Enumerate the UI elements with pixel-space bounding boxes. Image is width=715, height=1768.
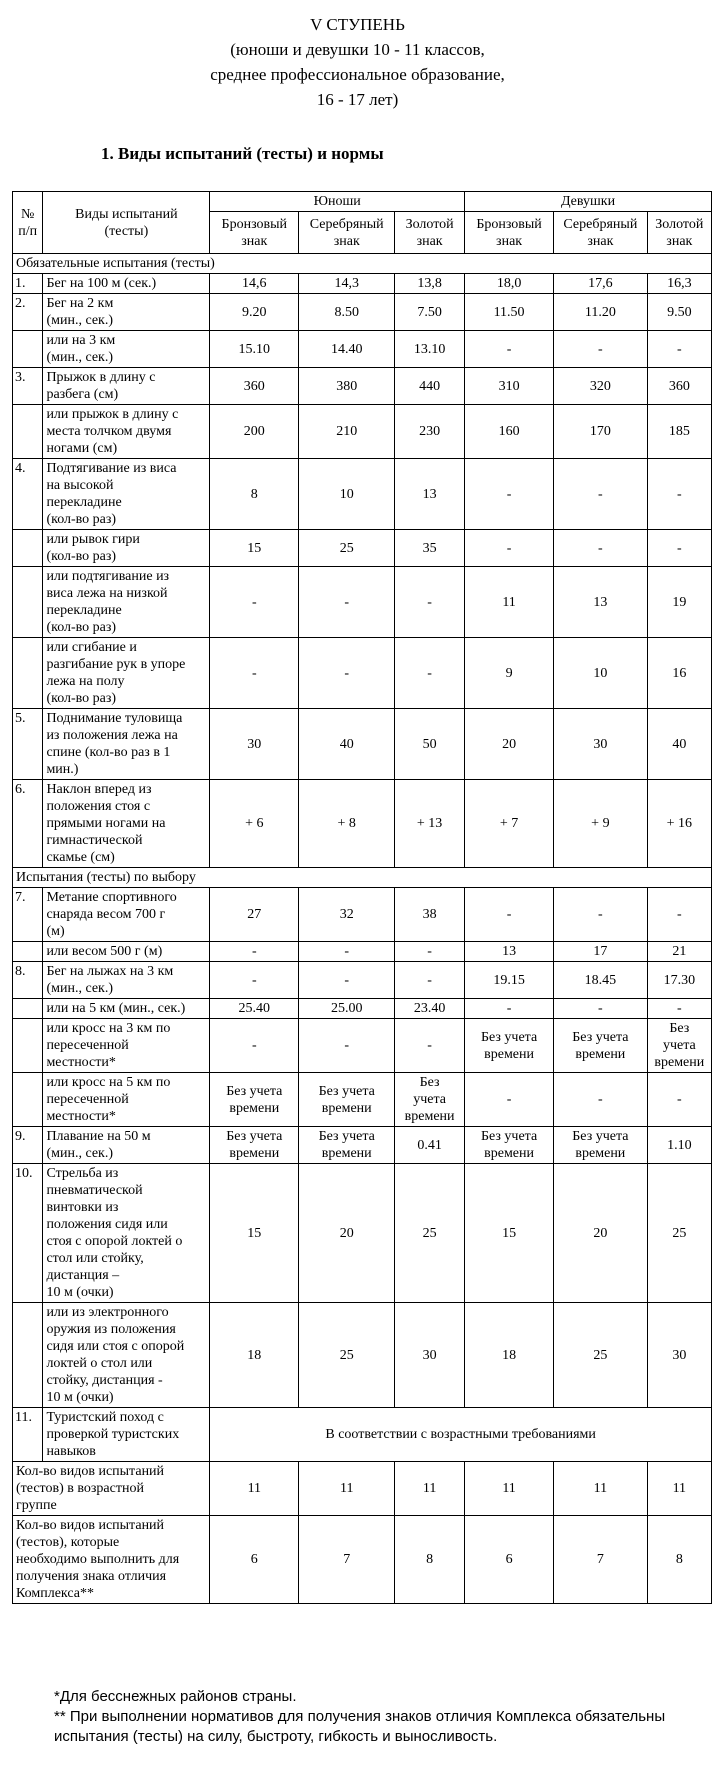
col-header-girls-gold: Золотой знак [647, 212, 711, 254]
norm-girls-gold: + 16 [647, 780, 711, 868]
norm-boys-bronze: 360 [210, 368, 299, 405]
norm-boys-bronze: 30 [210, 709, 299, 780]
norm-boys-bronze: 18 [210, 1303, 299, 1408]
table-row [13, 962, 712, 999]
norm-boys-bronze: 15 [210, 530, 299, 567]
test-name: или подтягивание из виса лежа на низкой перекладине (кол-во раз) [43, 567, 210, 638]
table-row [13, 405, 712, 459]
norm-boys-gold: 7.50 [395, 294, 465, 331]
norm-boys-silver: 380 [299, 368, 395, 405]
norm-girls-bronze: Без учета времени [465, 1127, 554, 1164]
table-row [13, 638, 712, 709]
table-row [13, 780, 712, 868]
col-header-boys-silver: Серебряный знак [299, 212, 395, 254]
footnotes [12, 1687, 712, 1747]
test-name: Бег на 2 км (мин., сек.) [43, 294, 210, 331]
norm-girls-bronze: - [465, 999, 554, 1019]
norm-boys-silver: 8.50 [299, 294, 395, 331]
row-number: 1. [13, 274, 43, 294]
test-name: Наклон вперед из положения стоя с прямыми ногами на гимнастической скамье (см) [43, 780, 210, 868]
required-tests-label: Кол-во видов испытаний (тестов), которые необходимо выполнить для получения знака отличия Комплекса** [13, 1516, 210, 1604]
col-header-boys-bronze: Бронзовый знак [210, 212, 299, 254]
norm-girls-bronze: 18,0 [465, 274, 554, 294]
norm-boys-gold: Без учета времени [395, 1073, 465, 1127]
norm-boys-gold: 13 [395, 459, 465, 530]
norm-girls-gold: 17.30 [647, 962, 711, 999]
row-number [13, 1073, 43, 1127]
row-number [13, 567, 43, 638]
norm-girls-bronze: - [465, 1073, 554, 1127]
row-number: 8. [13, 962, 43, 999]
norm-girls-silver: Без учета времени [554, 1127, 648, 1164]
norm-girls-bronze: 9 [465, 638, 554, 709]
norm-boys-gold: - [395, 567, 465, 638]
norm-girls-silver: - [554, 331, 648, 368]
norm-boys-gold: - [395, 1019, 465, 1073]
norm-boys-bronze: - [210, 942, 299, 962]
norm-girls-silver: 13 [554, 567, 648, 638]
norm-boys-gold: - [395, 962, 465, 999]
norm-boys-bronze: + 6 [210, 780, 299, 868]
row-number [13, 1303, 43, 1408]
test-name: или из электронного оружия из положения сидя или стоя с опорой локтей о стол или стойку, дистанция - 10 м (очки) [43, 1303, 210, 1408]
total-tests-label: Кол-во видов испытаний (тестов) в возрастной группе [13, 1462, 210, 1516]
test-name: Стрельба из пневматической винтовки из положения сидя или стоя с опорой локтей о стол или стойку, дистанция – 10 м (очки) [43, 1164, 210, 1303]
norm-girls-silver: + 9 [554, 780, 648, 868]
test-name: или сгибание и разгибание рук в упоре лежа на полу (кол-во раз) [43, 638, 210, 709]
norm-girls-bronze: 11.50 [465, 294, 554, 331]
test-name: Плавание на 50 м (мин., сек.) [43, 1127, 210, 1164]
norm-boys-gold: 25 [395, 1164, 465, 1303]
col-header-girls-silver: Серебряный знак [554, 212, 648, 254]
norm-girls-gold: 9.50 [647, 294, 711, 331]
test-name: или весом 500 г (м) [43, 942, 210, 962]
required-tests-girls-silver: 7 [554, 1516, 648, 1604]
norm-boys-bronze: 25.40 [210, 999, 299, 1019]
norm-boys-gold: - [395, 942, 465, 962]
norm-girls-silver: - [554, 999, 648, 1019]
norm-boys-gold: 230 [395, 405, 465, 459]
table-row [13, 459, 712, 530]
norm-girls-gold: 16,3 [647, 274, 711, 294]
total-tests-boys-silver: 11 [299, 1462, 395, 1516]
table-row [13, 942, 712, 962]
norm-boys-silver: Без учета времени [299, 1127, 395, 1164]
header-row [13, 192, 712, 212]
section-row [13, 868, 712, 888]
norm-girls-silver: 320 [554, 368, 648, 405]
norm-boys-silver: 25.00 [299, 999, 395, 1019]
norm-boys-silver: 40 [299, 709, 395, 780]
norm-girls-silver: - [554, 888, 648, 942]
table-row [13, 888, 712, 942]
footnote-mandatory-tests: ** При выполнении нормативов для получения знаков отличия Комплекса обязательны испытания (тесты) на силу, быстроту, гибкость и выносливость. [54, 1708, 666, 1745]
norm-girls-gold: 19 [647, 567, 711, 638]
norm-girls-gold: - [647, 459, 711, 530]
row-number [13, 331, 43, 368]
table-row [13, 1127, 712, 1164]
col-header-girls: Девушки [465, 192, 712, 212]
table-row [13, 1073, 712, 1127]
col-header-girls-bronze: Бронзовый знак [465, 212, 554, 254]
test-name: Поднимание туловища из положения лежа на спине (кол-во раз в 1 мин.) [43, 709, 210, 780]
table-row [13, 368, 712, 405]
section-row [13, 254, 712, 274]
table-row [13, 709, 712, 780]
norm-boys-bronze: 15 [210, 1164, 299, 1303]
norm-boys-bronze: Без учета времени [210, 1127, 299, 1164]
required-tests-girls-bronze: 6 [465, 1516, 554, 1604]
required-tests-girls-gold: 8 [647, 1516, 711, 1604]
norm-girls-gold: - [647, 1073, 711, 1127]
norm-girls-silver: - [554, 1073, 648, 1127]
row-number: 4. [13, 459, 43, 530]
test-name: или рывок гири (кол-во раз) [43, 530, 210, 567]
norm-boys-bronze: 14,6 [210, 274, 299, 294]
row-number: 5. [13, 709, 43, 780]
norm-girls-silver: - [554, 459, 648, 530]
norm-boys-bronze: Без учета времени [210, 1073, 299, 1127]
norm-boys-silver: 14,3 [299, 274, 395, 294]
norm-boys-silver: - [299, 962, 395, 999]
norm-girls-gold: - [647, 999, 711, 1019]
norm-girls-silver: 11.20 [554, 294, 648, 331]
test-name: Туристский поход с проверкой туристских навыков [43, 1408, 210, 1462]
norm-girls-bronze: - [465, 530, 554, 567]
norm-boys-silver: - [299, 567, 395, 638]
norm-boys-silver: + 8 [299, 780, 395, 868]
total-tests-boys-bronze: 11 [210, 1462, 299, 1516]
table-row [13, 1303, 712, 1408]
norm-girls-silver: Без учета времени [554, 1019, 648, 1073]
norm-boys-silver: 10 [299, 459, 395, 530]
norm-boys-gold: 13,8 [395, 274, 465, 294]
total-tests-boys-gold: 11 [395, 1462, 465, 1516]
norm-boys-silver: Без учета времени [299, 1073, 395, 1127]
col-header-boys-gold: Золотой знак [395, 212, 465, 254]
norm-girls-bronze: 19.15 [465, 962, 554, 999]
norm-girls-gold: 30 [647, 1303, 711, 1408]
test-name: Прыжок в длину с разбега (см) [43, 368, 210, 405]
norm-girls-gold: 40 [647, 709, 711, 780]
norm-girls-silver: 17 [554, 942, 648, 962]
summary-row [13, 1516, 712, 1604]
norm-boys-silver: 32 [299, 888, 395, 942]
stage-subtitle-line-2: среднее профессиональное образование, [210, 65, 505, 84]
norm-girls-bronze: - [465, 888, 554, 942]
stage-subtitle-line-3: 16 - 17 лет) [316, 90, 399, 109]
section-title: 1. Виды испытаний (тесты) и нормы [101, 144, 384, 163]
norm-boys-gold: 35 [395, 530, 465, 567]
test-name: Бег на 100 м (сек.) [43, 274, 210, 294]
norm-girls-bronze: 13 [465, 942, 554, 962]
footnote-snowless: *Для бесснежных районов страны. [54, 1688, 297, 1705]
norm-girls-gold: - [647, 888, 711, 942]
norm-boys-gold: 440 [395, 368, 465, 405]
norm-boys-gold: 13.10 [395, 331, 465, 368]
table-row [13, 274, 712, 294]
test-name: или прыжок в длину с места толчком двумя ногами (см) [43, 405, 210, 459]
norm-girls-bronze: 20 [465, 709, 554, 780]
norm-girls-gold: - [647, 331, 711, 368]
norm-girls-gold: - [647, 530, 711, 567]
test-name: или на 3 км (мин., сек.) [43, 331, 210, 368]
norm-girls-bronze: 160 [465, 405, 554, 459]
test-name: или на 5 км (мин., сек.) [43, 999, 210, 1019]
norm-boys-bronze: 8 [210, 459, 299, 530]
norm-boys-bronze: - [210, 567, 299, 638]
required-tests-boys-gold: 8 [395, 1516, 465, 1604]
norms-table [12, 191, 712, 1604]
test-name: или кросс на 5 км по пересеченной местности* [43, 1073, 210, 1127]
norm-boys-silver: - [299, 1019, 395, 1073]
table-row [13, 1164, 712, 1303]
norm-girls-silver: - [554, 530, 648, 567]
row-number [13, 638, 43, 709]
row-number: 9. [13, 1127, 43, 1164]
norm-girls-silver: 170 [554, 405, 648, 459]
norm-girls-gold: 360 [647, 368, 711, 405]
norm-girls-silver: 25 [554, 1303, 648, 1408]
table-row [13, 294, 712, 331]
table-row [13, 567, 712, 638]
section-optional: Испытания (тесты) по выбору [13, 868, 712, 888]
norm-boys-bronze: 9.20 [210, 294, 299, 331]
norm-boys-silver: 25 [299, 1303, 395, 1408]
table-row [13, 331, 712, 368]
norm-boys-bronze: 15.10 [210, 331, 299, 368]
norm-girls-bronze: 18 [465, 1303, 554, 1408]
col-header-test: Виды испытаний (тесты) [43, 192, 210, 254]
total-tests-girls-gold: 11 [647, 1462, 711, 1516]
row-number [13, 530, 43, 567]
norm-girls-bronze: 15 [465, 1164, 554, 1303]
stage-subtitle-line-1: (юноши и девушки 10 - 11 классов, [230, 40, 485, 59]
row-number [13, 1019, 43, 1073]
norm-girls-bronze: 11 [465, 567, 554, 638]
required-tests-boys-silver: 7 [299, 1516, 395, 1604]
norm-girls-silver: 10 [554, 638, 648, 709]
required-tests-boys-bronze: 6 [210, 1516, 299, 1604]
row-number [13, 999, 43, 1019]
norm-boys-gold: 38 [395, 888, 465, 942]
page-heading [0, 12, 715, 112]
col-header-boys: Юноши [210, 192, 465, 212]
norm-girls-gold: 21 [647, 942, 711, 962]
row-number: 2. [13, 294, 43, 331]
stage-title: V СТУПЕНЬ [310, 15, 405, 34]
row-number [13, 942, 43, 962]
total-tests-girls-bronze: 11 [465, 1462, 554, 1516]
table-row [13, 1408, 712, 1462]
norm-boys-gold: 23.40 [395, 999, 465, 1019]
norm-girls-bronze: 310 [465, 368, 554, 405]
summary-row [13, 1462, 712, 1516]
norm-boys-gold: 30 [395, 1303, 465, 1408]
norm-girls-gold: 25 [647, 1164, 711, 1303]
norm-girls-bronze: Без учета времени [465, 1019, 554, 1073]
norm-boys-silver: - [299, 638, 395, 709]
norm-girls-gold: Без учета времени [647, 1019, 711, 1073]
test-name: Бег на лыжах на 3 км (мин., сек.) [43, 962, 210, 999]
section-mandatory: Обязательные испытания (тесты) [13, 254, 712, 274]
norm-span-note: В соответствии с возрастными требованиями [210, 1408, 712, 1462]
norm-girls-gold: 16 [647, 638, 711, 709]
table-row [13, 999, 712, 1019]
col-header-number: № п/п [13, 192, 43, 254]
row-number: 11. [13, 1408, 43, 1462]
norm-boys-silver: 25 [299, 530, 395, 567]
norm-boys-bronze: 27 [210, 888, 299, 942]
row-number [13, 405, 43, 459]
test-name: Подтягивание из виса на высокой перекладине (кол-во раз) [43, 459, 210, 530]
norm-boys-silver: - [299, 942, 395, 962]
norm-boys-gold: 0.41 [395, 1127, 465, 1164]
norm-boys-silver: 14.40 [299, 331, 395, 368]
norm-boys-bronze: - [210, 1019, 299, 1073]
norm-girls-silver: 17,6 [554, 274, 648, 294]
norm-boys-silver: 20 [299, 1164, 395, 1303]
norm-girls-silver: 20 [554, 1164, 648, 1303]
norm-girls-gold: 185 [647, 405, 711, 459]
norm-girls-gold: 1.10 [647, 1127, 711, 1164]
row-number: 10. [13, 1164, 43, 1303]
norm-boys-bronze: - [210, 638, 299, 709]
norm-girls-bronze: + 7 [465, 780, 554, 868]
norm-boys-bronze: 200 [210, 405, 299, 459]
row-number: 7. [13, 888, 43, 942]
norm-girls-bronze: - [465, 331, 554, 368]
table-row [13, 530, 712, 567]
norm-boys-gold: + 13 [395, 780, 465, 868]
norm-boys-bronze: - [210, 962, 299, 999]
norm-boys-gold: 50 [395, 709, 465, 780]
table-row [13, 1019, 712, 1073]
total-tests-girls-silver: 11 [554, 1462, 648, 1516]
norm-girls-silver: 18.45 [554, 962, 648, 999]
norm-boys-gold: - [395, 638, 465, 709]
norm-girls-bronze: - [465, 459, 554, 530]
test-name: Метание спортивного снаряда весом 700 г (м) [43, 888, 210, 942]
row-number: 3. [13, 368, 43, 405]
test-name: или кросс на 3 км по пересеченной местности* [43, 1019, 210, 1073]
row-number: 6. [13, 780, 43, 868]
norm-girls-silver: 30 [554, 709, 648, 780]
norm-boys-silver: 210 [299, 405, 395, 459]
